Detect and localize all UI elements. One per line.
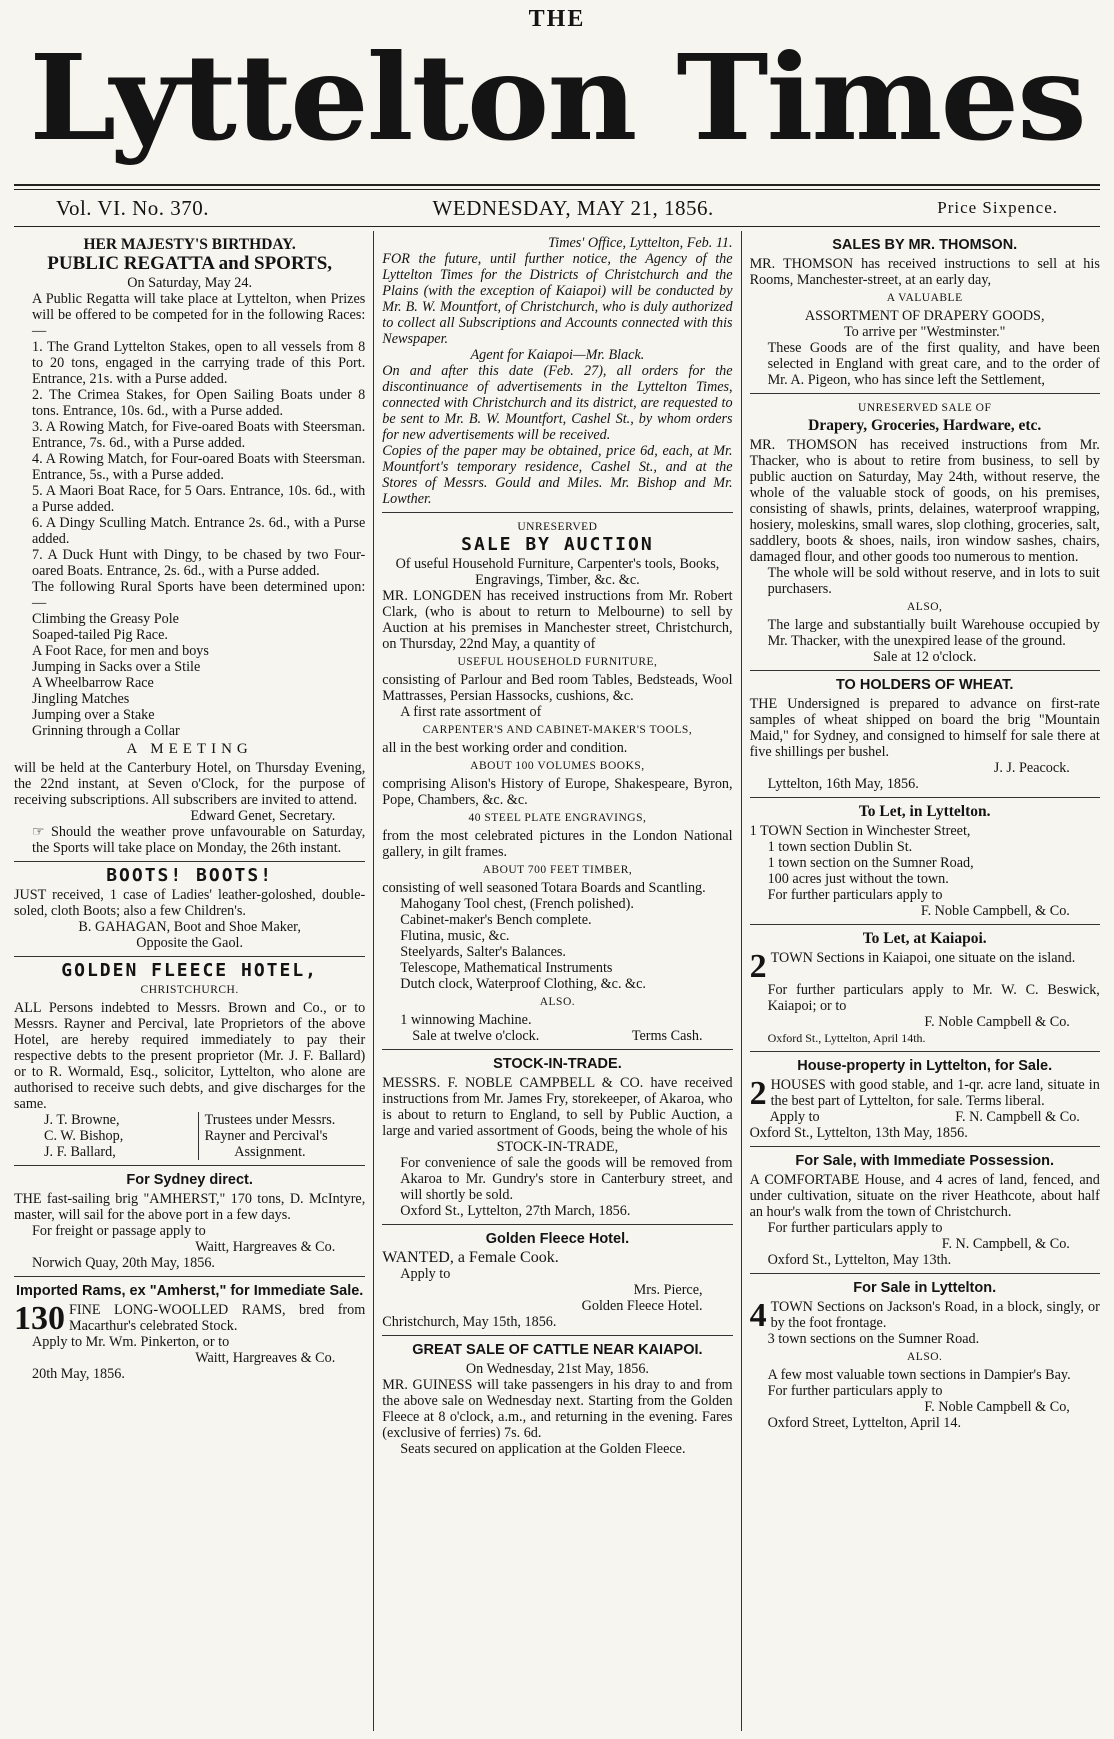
ad-body: MESSRS. F. NOBLE CAMPBELL & CO. have received instructions from Mr. James Fry, storekeeper, of Akaroa, who is about to return to England, to sell by Public Auction, a large and varied assortment of Goods, being the whole of his [382, 1075, 733, 1139]
seats-line: Seats secured on application at the Golden Fleece. [400, 1441, 686, 1457]
furniture-head: USEFUL HOUSEHOLD FURNITURE, [457, 656, 658, 668]
agent-line: Agent for Kaiapoi—Mr. Black. [470, 347, 645, 363]
sport-item: Grinning through a Collar [32, 723, 180, 739]
weather-note [14, 824, 365, 856]
masthead-the: THE [528, 6, 586, 32]
ad-heading: Golden Fleece Hotel. [485, 1231, 630, 1247]
weather-text: Should the weather prove unfavourable on Saturday, the Sports will take place on Monday, the 26th instant. [32, 824, 366, 856]
apply-line: Apply to Mr. Wm. Pinkerton, or to [32, 1334, 230, 1350]
race-item: 4. A Rowing Match, for Four-oared Boats with Steersman. Entrance, 5s., with a Purse added. [32, 451, 366, 483]
books-head: ABOUT 100 VOLUMES BOOKS, [470, 760, 645, 772]
ad-body [14, 1300, 366, 1337]
meeting-text: will be held at the Canterbury Hotel, on Thursday Evening, the 22nd instant, at Seven o'Clock, for the purpose of receiving subscriptions. All subscribers are invited to attend. [14, 760, 366, 808]
ad-body [749, 948, 1100, 985]
ad-body: THE fast-sailing brig "AMHERST," 170 tons, D. McIntyre, master, will sail for the above port in a few days. [14, 1191, 366, 1223]
address: Opposite the Gaol. [136, 935, 244, 951]
price: Price Sixpence. [937, 198, 1058, 217]
rams-number: 130 [14, 1300, 65, 1337]
winnowing-line: 1 winnowing Machine. [400, 1012, 532, 1028]
ad-body: THE Undersigned is prepared to advance on first-rate samples of wheat shipped on board the brig "Mountain Maid," for Sydney, and consigned to himself for sale there at five shillings per bushel. [749, 696, 1100, 760]
sale-time: Sale at twelve o'clock. [412, 1028, 540, 1044]
trustee-name: J. F. Ballard, [44, 1144, 116, 1160]
dateline-rule [14, 226, 1100, 227]
timber-text: consisting of well seasoned Totara Boards and Scantling. [382, 880, 706, 896]
furniture-text: consisting of Parlour and Bed room Tables, Bedsteads, Wool Mattrasses, Persian Hassocks, cushions, &c. [382, 672, 733, 704]
sale-time: Sale at 12 o'clock. [872, 649, 977, 665]
plates-text: from the most celebrated pictures in the London National gallery, in gilt frames. [382, 828, 733, 860]
ad-date: Oxford St., Lyttelton, April 14th. [767, 1031, 926, 1045]
ad-golden-fleece-debts [14, 957, 365, 1166]
auction-item: Cabinet-maker's Bench complete. [400, 912, 592, 928]
sport-item: Jingling Matches [32, 691, 130, 707]
ad-times-office [382, 231, 732, 513]
trustee-line: Trustees under Messrs. [204, 1112, 336, 1128]
ad-place: CHRISTCHURCH. [140, 984, 239, 996]
ad-boots [14, 862, 365, 957]
ad-heading: For Sydney direct. [126, 1172, 253, 1188]
ad-thomson-unreserved [750, 394, 1100, 671]
race-item: 1. The Grand Lyttelton Stakes, open to all vessels from 8 to 20 tons, engaged in the carrying trade of this Port. Entrance, 21s. with a Purse added. [32, 339, 366, 387]
ad-intro: A Public Regatta will take place at Lyttelton, when Prizes will be offered to be competed for in the following Races:— [32, 291, 366, 339]
ad-heading: SALE BY AUCTION [461, 534, 654, 555]
ad-to-let-kaiapoi [750, 925, 1100, 1052]
signature-place: Golden Fleece Hotel. [581, 1298, 703, 1314]
ad-date: Oxford St., Lyttelton, May 13th. [767, 1252, 952, 1268]
ad-heading: GREAT SALE OF CATTLE NEAR KAIAPOI. [412, 1342, 703, 1358]
ad-sale-by-auction [382, 513, 732, 1050]
tolet-line: 1 TOWN Section in Winchester Street, [749, 823, 971, 839]
signature: J. J. Peacock. [993, 760, 1070, 776]
ad-sub: Of useful Household Furniture, Carpenter's tools, Books, Engravings, Timber, &c. &c. [395, 556, 720, 588]
ad-heading: Imported Rams, ex "Amherst," for Immediate Sale. [15, 1283, 364, 1299]
trustee-title [198, 1112, 336, 1160]
ad-line-2: 3 town sections on the Sumner Road. [767, 1331, 980, 1347]
tolet-line: 1 town section Dublin St. [767, 839, 913, 855]
trustee-line: Assignment. [234, 1144, 306, 1160]
ad-body: MR. LONGDEN has received instructions from Mr. Robert Clark, (who is about to return to Melbourne) to sell by Auction at his premises in Manchester street, Christchurch, on Thursday, 22nd May, a quantity of [382, 588, 733, 652]
ad-text: TOWN Sections in Kaiapoi, one situate on the island. [770, 950, 1076, 966]
ad-heading: STOCK-IN-TRADE. [493, 1056, 622, 1072]
masthead-title: Lyttelton Times [29, 28, 1085, 167]
also-label: ALSO, [907, 601, 943, 613]
trustee-name: C. W. Bishop, [44, 1128, 124, 1144]
meeting-heading: A MEETING [126, 741, 253, 757]
ad-birthday-regatta [14, 231, 365, 862]
ad-body: WANTED, a Female Cook. [382, 1249, 559, 1266]
signature: F. Noble Campbell & Co. [924, 1014, 1070, 1030]
ad-wheat [750, 671, 1100, 798]
ad-body: MR. GUINESS will take passengers in his dray to and from the above sale on Wednesday next. Starting from the Golden Fleece at 8 o'clock, a.m., and returning in the evening. Fares (exclusive of ferries) 7s. 6d. [382, 1377, 733, 1441]
terms: Terms Cash. [631, 1028, 703, 1044]
ad-rams [14, 1277, 365, 1387]
apply-line: For further particulars apply to [767, 1383, 943, 1399]
ad-date: On Saturday, May 24. [127, 275, 253, 291]
sport-item: A Foot Race, for men and boys [32, 643, 209, 659]
ad-thomson-drapery [750, 231, 1100, 394]
arrive-line: To arrive per "Westminster." [843, 324, 1006, 340]
ad-date: Christchurch, May 15th, 1856. [382, 1314, 557, 1330]
column-1 [6, 231, 373, 1731]
ad-heading: To Let, at Kaiapoi. [862, 930, 987, 947]
also-label: ALSO. [539, 996, 576, 1008]
issue-date: WEDNESDAY, MAY 21, 1856. [432, 195, 714, 220]
also-label: ALSO. [907, 1351, 943, 1363]
ad-heading: GOLDEN FLEECE HOTEL, [61, 960, 319, 981]
auction-item: Mahogany Tool chest, (French polished). [400, 896, 634, 912]
ad-pre: UNRESERVED [517, 521, 598, 533]
signature: Waitt, Hargreaves & Co. [195, 1239, 336, 1255]
tools-head: CARPENTER'S AND CABINET-MAKER'S TOOLS, [422, 724, 693, 736]
ad-body: JUST received, 1 case of Ladies' leather-goloshed, double-soled, cloth Boots; also a few Children's. [14, 887, 366, 919]
race-item: 7. A Duck Hunt with Dingy, to be chased by two Four-oared Boats. Entrance, 2s. 6d., with a Purse added. [32, 547, 366, 579]
trustee-block [14, 1112, 365, 1160]
ad-body [749, 1297, 1100, 1334]
tolet-line: 100 acres just without the town. [767, 871, 949, 887]
auction-item: Steelyards, Salter's Balances. [400, 944, 566, 960]
ad-immediate-possession [750, 1147, 1100, 1274]
trustee-names [44, 1112, 123, 1160]
a-valuable: A VALUABLE [886, 292, 963, 304]
race-item: 3. A Rowing Match, for Five-oared Boats with Steersman. Entrance, 7s. 6d., with a Purse added. [32, 419, 366, 451]
ad-body-2: These Goods are of the first quality, and have been selected in England with great care, and to the order of Mr. A. Pigeon, who has since left the Settlement, [767, 340, 1100, 388]
apply-line: For further particulars apply to [767, 1220, 943, 1236]
ad-date: Norwich Quay, 20th May, 1856. [32, 1255, 215, 1271]
ad-body: ALL Persons indebted to Messrs. Brown and Co., or to Messrs. Rayner and Percival, late Proprietors of the above Hotel, are hereby required immediately to pay their respective debts to the present proprietor (Mr. J. F. Ballard) or to R. Wormald, Esq., solicitor, Lyttelton, who alone are authorised to receive such debts, and give discharges for the same. [14, 1000, 366, 1112]
ad-date: 20th May, 1856. [32, 1366, 125, 1382]
auction-items [382, 896, 732, 992]
apply-block [750, 1109, 1100, 1125]
ad-body-2: The whole will be sold without reserve, and in lots to suit purchasers. [767, 565, 1100, 597]
apply-line: For further particulars apply to [767, 887, 943, 903]
ad-numeral: 2 [749, 1075, 767, 1112]
signature: Edward Genet, Secretary. [190, 808, 336, 824]
ad-date: Lyttelton, 16th May, 1856. [767, 776, 919, 792]
ad-body-2: On and after this date (Feb. 27), all orders for the discontinuance of advertisements in the Lyttelton Times, connected with Christchurch and its district, are requested to be sent to Mr. B. W. Mountfort, Cashel St., by whom orders for new advertisements will be received. [382, 363, 733, 443]
ad-female-cook [382, 1225, 732, 1336]
ad-dateline: Times' Office, Lyttelton, Feb. 11. [548, 235, 733, 251]
race-item: 2. The Crimea Stakes, for Open Sailing Boats under 8 tons. Entrance, 10s. 6d., with a Purse added. [32, 387, 366, 419]
auction-item: Telescope, Mathematical Instruments [400, 960, 613, 976]
sports-intro: The following Rural Sports have been determined upon:— [32, 579, 366, 611]
ad-body [749, 1075, 1100, 1112]
signature: F. N. Campbell, & Co. [941, 1236, 1070, 1252]
ad-sub: STOCK-IN-TRADE, [496, 1139, 619, 1155]
plates-head: 40 STEEL PLATE ENGRAVINGS, [468, 812, 647, 824]
ad-numeral: 4 [749, 1297, 767, 1334]
signature: F. Noble Campbell & Co, [924, 1399, 1070, 1415]
sport-item: Jumping over a Stake [32, 707, 155, 723]
sport-item: A Wheelbarrow Race [32, 675, 154, 691]
ad-date: Oxford St., Lyttelton, 13th May, 1856. [749, 1125, 968, 1141]
pointing-hand-icon: ☞ [32, 824, 51, 840]
signature: F. Noble Campbell, & Co. [920, 903, 1070, 919]
ad-date: Oxford St., Lyttelton, 27th March, 1856. [400, 1203, 631, 1219]
column-2 [373, 231, 740, 1731]
ad-cattle-sale [382, 1336, 732, 1462]
signature: B. GAHAGAN, Boot and Shoe Maker, [78, 919, 301, 935]
ad-body-2: For convenience of sale the goods will be removed from Akaroa to Mr. Gundry's store in Canterbury street, and will shortly be sold. [400, 1155, 733, 1203]
rams-text: FINE LONG-WOOLLED RAMS, bred from Macarthur's celebrated Stock. [69, 1302, 366, 1334]
ad-heading: House-property in Lyttelton, for Sale. [797, 1058, 1053, 1074]
ad-heading: For Sale in Lyttelton. [853, 1280, 997, 1296]
auction-item: Dutch clock, Waterproof Clothing, &c. &c. [400, 976, 646, 992]
column-3 [741, 231, 1108, 1731]
sport-item: Soaped-tailed Pig Race. [32, 627, 168, 643]
trustee-name: J. T. Browne, [44, 1112, 120, 1128]
apply-line: For further particulars apply to Mr. W. C. Beswick, Kaiapoi; or to [767, 982, 1100, 1014]
ad-date: On Wednesday, 21st May, 1856. [465, 1361, 649, 1377]
ad-body-3: Copies of the paper may be obtained, price 6d, each, at Mr. Mountfort's temporary residence, Cashel St., and at the Stores of Messrs. Gould and Miles. Mr. Bishop and Mr. Lowther. [382, 443, 733, 507]
ad-body: A COMFORTABE House, and 4 acres of land, fenced, and under cultivation, situate on the river Heathcote, about half an hour's walk from the town of Christchurch. [749, 1172, 1100, 1220]
ad-body: FOR the future, until further notice, the Agency of the Lyttelton Times for the Districts of Christchurch and the Plains (with the exception of Kaiapoi) will be conducted by Mr. B. W. Mountfort, of Christchurch, who is duly authorized to collect all Subscriptions and Accounts connected with this Newspaper. [382, 251, 733, 347]
ad-heading: HER MAJESTY'S BIRTHDAY. [83, 236, 296, 253]
ad-heading: BOOTS! BOOTS! [106, 865, 274, 886]
sport-item: Climbing the Greasy Pole [32, 611, 179, 627]
sports-list [14, 611, 365, 739]
ad-to-let-lyttelton [750, 798, 1100, 925]
timber-head: ABOUT 700 FEET TIMBER, [482, 864, 633, 876]
ad-heading: SALES BY MR. THOMSON. [832, 237, 1018, 253]
tools-intro: A first rate assortment of [400, 704, 542, 720]
volume-number: Vol. VI. No. 370. [56, 195, 209, 220]
ad-text: HOUSES with good stable, and 1-qr. acre land, situate in the best part of Lyttelton, for sale. Terms liberal. [770, 1077, 1100, 1109]
dateline [6, 190, 1108, 226]
books-text: comprising Alison's History of Europe, Shakespeare, Byron, Pope, Chambers, &c. &c. [382, 776, 733, 808]
ad-body-3: The large and substantially built Warehouse occupied by Mr. Thacker, with the unexpired lease of the ground. [767, 617, 1100, 649]
apply-line: Apply to [400, 1266, 451, 1282]
ad-date: Oxford Street, Lyttelton, April 14. [767, 1415, 962, 1431]
sale-terms [382, 1028, 732, 1044]
tolet-line: 1 town section on the Sumner Road, [767, 855, 974, 871]
signature: F. N. Campbell & Co. [955, 1109, 1080, 1125]
signature: Waitt, Hargreaves & Co. [195, 1350, 336, 1366]
apply-line: Apply to [769, 1109, 820, 1125]
ad-sale-lyttelton [750, 1274, 1100, 1436]
auction-item: Flutina, music, &c. [400, 928, 510, 944]
tools-text: all in the best working order and condition. [382, 740, 628, 756]
assortment: ASSORTMENT OF DRAPERY GOODS, [804, 308, 1045, 324]
race-item: 6. A Dingy Sculling Match. Entrance 2s. 6d., with a Purse added. [32, 515, 366, 547]
ad-heading: For Sale, with Immediate Possession. [795, 1153, 1055, 1169]
ad-subheading: PUBLIC REGATTA and SPORTS, [47, 253, 333, 274]
ad-body-2: A few most valuable town sections in Dampier's Bay. [767, 1367, 1071, 1383]
ad-sydney [14, 1166, 365, 1277]
signature: Mrs. Pierce, [633, 1282, 703, 1298]
ad-text: TOWN Sections on Jackson's Road, in a block, singly, or by the foot frontage. [770, 1299, 1100, 1331]
ad-body: MR. THOMSON has received instructions to sell at his Rooms, Manchester-street, at an early day, [749, 256, 1100, 288]
ad-body: MR. THOMSON has received instructions from Mr. Thacker, who is about to retire from business, to sell by public auction on Saturday, May 24th, without reserve, the whole of the valuable stock of goods, on his premises, consisting of shawls, prints, delaines, waterproof wrapping, hosiery, moleskins, small wares, slop clothing, groceries, salt, saddlery, boots & shoes, nails, iron window sashes, chairs, damaged flour, and other goods too numerous to mention. [749, 437, 1100, 565]
sport-item: Jumping in Sacks over a Stile [32, 659, 201, 675]
trustee-line: Rayner and Percival's [204, 1128, 328, 1144]
race-item: 5. A Maori Boat Race, for 5 Oars. Entrance, 10s. 6d., with a Purse added. [32, 483, 366, 515]
ad-house-property [750, 1052, 1100, 1147]
ad-heading: To Let, in Lyttelton. [858, 803, 991, 820]
apply-line: For freight or passage apply to [32, 1223, 206, 1239]
ad-numeral: 2 [749, 948, 767, 985]
ad-stock-in-trade [382, 1050, 732, 1225]
ad-heading: Drapery, Groceries, Hardware, etc. [808, 417, 1042, 434]
columns [6, 231, 1108, 1731]
ad-pre: UNRESERVED SALE OF [858, 402, 992, 414]
ad-heading: TO HOLDERS OF WHEAT. [835, 677, 1014, 693]
